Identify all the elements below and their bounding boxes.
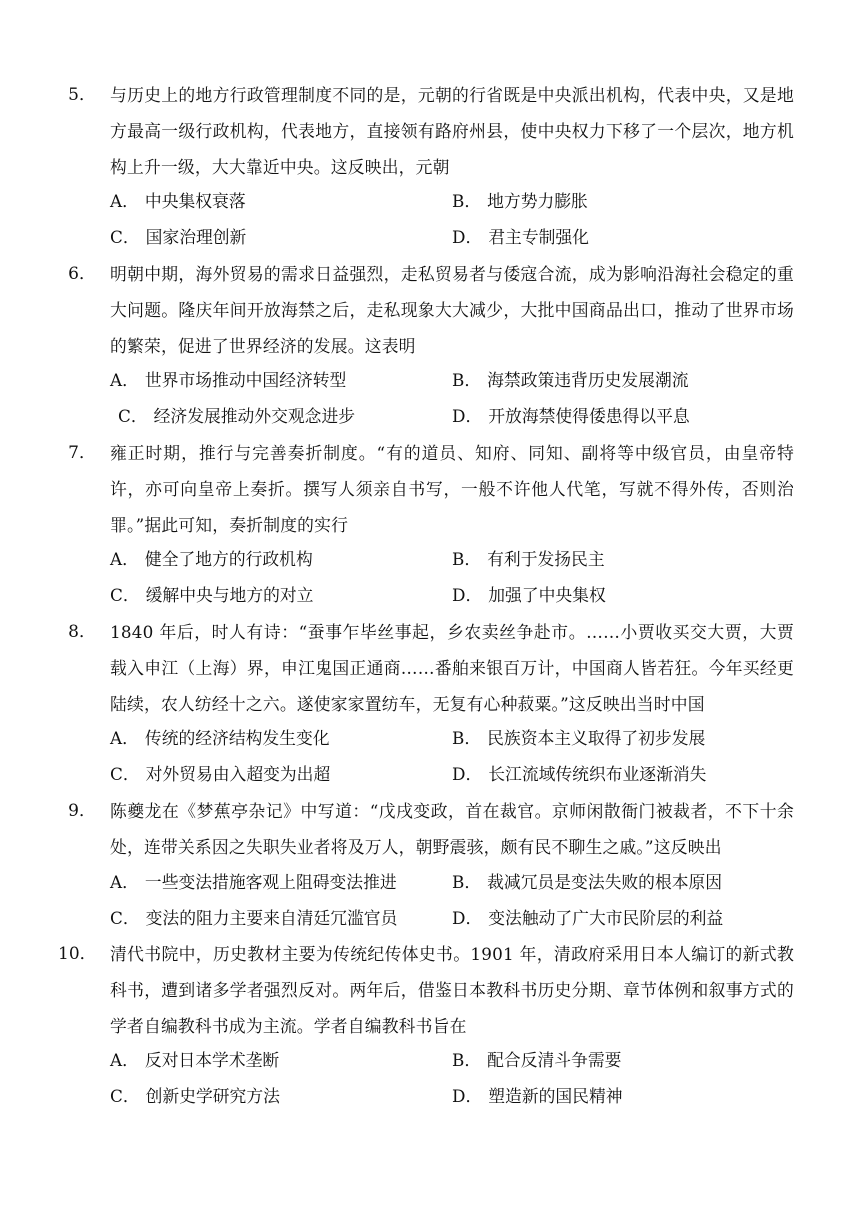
option-d[interactable] [452,577,606,613]
option-d[interactable] [452,900,723,936]
option-letter: C． [110,908,140,928]
option-text: 经济发展推动外交观念进步 [153,406,356,426]
question-stem: 清代书院中，历史教材主要为传统纪传体史书。1901 年，清政府采用日本人编订的新式教科书，遭到诸多学者强烈反对。两年后，借鉴日本教科书历史分期、章节体例和叙事方式的学者自编教科书成为主流。学者自编教科书旨在 [110,944,794,1036]
option-b[interactable] [452,183,588,219]
option-text: 君主专制强化 [488,227,589,247]
option-letter: C． [110,1086,140,1106]
option-text: 塑造新的国民精神 [488,1086,623,1106]
option-a[interactable] [110,541,313,577]
question-stem: 与历史上的地方行政管理制度不同的是，元朝的行省既是中央派出机构，代表中央，又是地方最高一级行政机构，代表地方，直接领有路府州县，使中央权力下移了一个层次，地方机构上升一级，大大靠近中央。这反映出，元朝 [110,85,794,177]
option-c[interactable] [118,398,355,434]
option-letter: A． [110,370,139,390]
option-a[interactable] [110,183,246,219]
option-b[interactable] [452,1042,621,1078]
option-d[interactable] [452,756,706,792]
option-letter: C． [110,227,140,247]
option-letter: B． [452,728,482,748]
option-text: 传统的经济结构发生变化 [144,728,330,748]
option-text: 地方势力膨胀 [487,191,588,211]
option-letter: C． [118,406,148,426]
option-b[interactable] [452,864,722,900]
option-text: 变法触动了广大市民阶层的利益 [488,908,724,928]
option-letter: A． [110,728,139,748]
option-text: 创新史学研究方法 [145,1086,280,1106]
option-text: 世界市场推动中国经济转型 [144,370,347,390]
option-letter: D． [452,227,483,247]
option-a[interactable] [110,362,346,398]
option-text: 加强了中央集权 [488,585,606,605]
option-text: 缓解中央与地方的对立 [145,585,314,605]
option-letter: D． [452,1086,483,1106]
question-number: 6． [68,264,96,284]
option-letter: A． [110,872,139,892]
option-text: 变法的阻力主要来自清廷冗滥官员 [145,908,398,928]
option-letter: D． [452,585,483,605]
option-text: 长江流域传统织布业逐渐消失 [488,764,707,784]
question-number: 8． [68,622,96,642]
option-c[interactable] [110,900,397,936]
option-letter: C． [110,585,140,605]
option-text: 民族资本主义取得了初步发展 [487,728,706,748]
question-stem: 雍正时期，推行与完善奏折制度。“有的道员、知府、同知、副将等中级官员，由皇帝特许，亦可向皇帝上奏折。撰写人须亲自书写，一般不许他人代笔，写就不得外传，否则治罪。”据此可知，奏折制度的实行 [110,443,794,535]
option-letter: D． [452,406,483,426]
option-text: 裁减冗员是变法失败的根本原因 [487,872,723,892]
option-letter: A． [110,191,139,211]
option-b[interactable] [452,720,705,756]
option-letter: D． [452,764,483,784]
question-number: 10． [58,944,97,964]
option-c[interactable] [110,1078,280,1114]
option-letter: B． [452,1050,482,1070]
option-letter: D． [452,908,483,928]
option-a[interactable] [110,1042,279,1078]
option-letter: B． [452,370,482,390]
option-text: 一些变法措施客观上阻碍变法推进 [144,872,397,892]
option-text: 开放海禁使得倭患得以平息 [488,406,690,426]
option-a[interactable] [110,864,397,900]
option-letter: A． [110,1050,139,1070]
question-number: 7． [68,443,96,463]
option-text: 配合反清斗争需要 [487,1050,622,1070]
option-text: 健全了地方的行政机构 [144,549,313,569]
option-letter: B． [452,872,482,892]
option-text: 海禁政策违背历史发展潮流 [487,370,689,390]
option-c[interactable] [110,219,246,255]
option-b[interactable] [452,362,689,398]
option-text: 反对日本学术垄断 [144,1050,280,1070]
option-c[interactable] [110,577,313,613]
question-stem: 明朝中期，海外贸易的需求日益强烈，走私贸易者与倭寇合流，成为影响沿海社会稳定的重大问题。隆庆年间开放海禁之后，走私现象大大减少，大批中国商品出口，推动了世界市场的繁荣，促进了世界经济的发展。这表明 [110,264,794,356]
option-text: 中央集权衰落 [144,191,246,211]
question-number: 9． [68,801,96,821]
question-stem: 陈夔龙在《梦蕉亭杂记》中写道：“戊戌变政，首在裁官。京师闲散衙门被裁者，不下十余处，连带关系因之失职失业者将及万人，朝野震骇，颇有民不聊生之戚。”这反映出 [110,801,794,857]
option-text: 对外贸易由入超变为出超 [145,764,331,784]
question-number: 5． [68,85,96,105]
option-letter: C． [110,764,140,784]
option-c[interactable] [110,756,330,792]
option-d[interactable] [452,1078,623,1114]
option-text: 国家治理创新 [145,227,247,247]
option-letter: A． [110,549,139,569]
option-d[interactable] [452,219,589,255]
option-a[interactable] [110,720,330,756]
option-letter: B． [452,191,482,211]
option-d[interactable] [452,398,690,434]
option-b[interactable] [452,541,605,577]
option-text: 有利于发扬民主 [487,549,605,569]
option-letter: B． [452,549,482,569]
question-stem: 1840 年后，时人有诗：“蚕事乍毕丝事起，乡农卖丝争赴市。……小贾收买交大贾，大贾载入申江（上海）界，申江鬼国正通商……番舶来银百万计，中国商人皆若狂。今年买经更陆续，农人纺经十之六。遂使家家置纺车，无复有心种菽粟。”这反映出当时中国 [110,622,794,714]
